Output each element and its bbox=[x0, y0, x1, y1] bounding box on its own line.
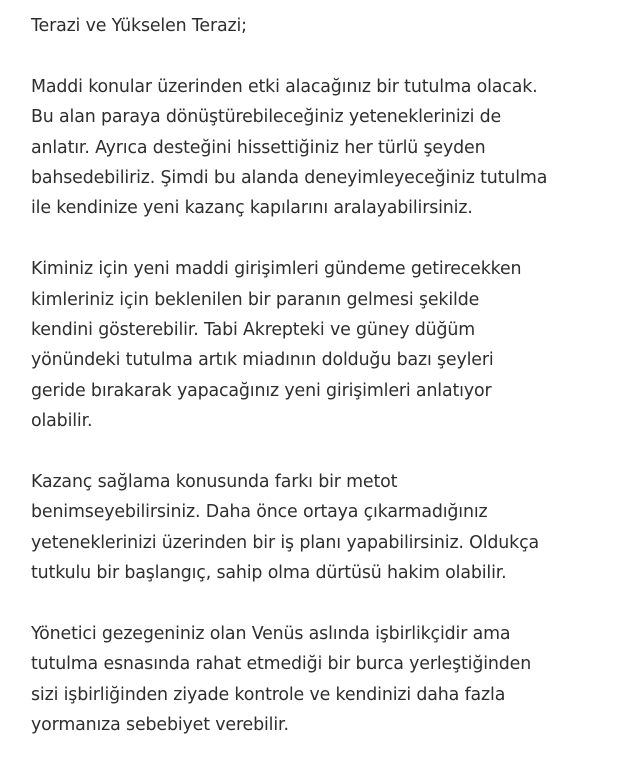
article-heading bbox=[31, 11, 621, 41]
paragraph-line: kendini gösterebilir. Tabi Akrepteki ve güney düğüm bbox=[31, 320, 476, 341]
paragraph-line: yönündeki tutulma artık miadının dolduğu bazı şeyleri bbox=[31, 350, 494, 371]
paragraph-line: sizi işbirliğinden ziyade kontrole ve kendinizi daha fazla bbox=[31, 684, 506, 705]
paragraph-line: tutkulu bir başlangıç, sahip olma dürtüsü hakim olabilir. bbox=[31, 563, 507, 584]
paragraph-line: olabilir. bbox=[31, 411, 93, 432]
paragraph-line: yormanıza sebebiyet verebilir. bbox=[31, 715, 289, 736]
article-body bbox=[31, 11, 621, 771]
paragraph-3 bbox=[31, 467, 621, 589]
paragraph-line: Kazanç sağlama konusunda farkı bir metot bbox=[31, 472, 398, 493]
paragraph-line: Maddi konular üzerinden etki alacağınız bir tutulma olacak. bbox=[31, 76, 538, 97]
heading-line: Terazi ve Yükselen Terazi; bbox=[31, 16, 247, 36]
paragraph-line: kimleriniz için beklenilen bir paranın gelmesi şekilde bbox=[31, 289, 480, 310]
paragraph-line: bahsedebiliriz. Şimdi bu alanda deneyimleyeceğiniz tutulma bbox=[31, 168, 548, 189]
paragraph-1 bbox=[31, 72, 621, 224]
paragraph-line: benimseyebilirsiniz. Daha önce ortaya çıkarmadığınız bbox=[31, 502, 488, 523]
paragraph-line: ile kendinize yeni kazanç kapılarını aralayabilirsiniz. bbox=[31, 198, 473, 219]
paragraph-4 bbox=[31, 619, 621, 741]
paragraph-line: yeteneklerinizi üzerinden bir iş planı yapabilirsiniz. Oldukça bbox=[31, 532, 540, 553]
paragraph-line: geride bırakarak yapacağınız yeni girişimleri anlatıyor bbox=[31, 380, 492, 401]
paragraph-line: tutulma esnasında rahat etmediği bir burca yerleştiğinden bbox=[31, 654, 532, 675]
paragraph-line: Kiminiz için yeni maddi girişimleri gündeme getirecekken bbox=[31, 259, 522, 280]
paragraph-2 bbox=[31, 254, 621, 436]
paragraph-line: Bu alan paraya dönüştürebileceğiniz yeteneklerinizi de bbox=[31, 107, 502, 128]
paragraph-line: Yönetici gezegeniniz olan Venüs aslında işbirlikçidir ama bbox=[31, 624, 511, 645]
paragraph-line: anlatır. Ayrıca desteğini hissettiğiniz her türlü şeyden bbox=[31, 137, 486, 158]
